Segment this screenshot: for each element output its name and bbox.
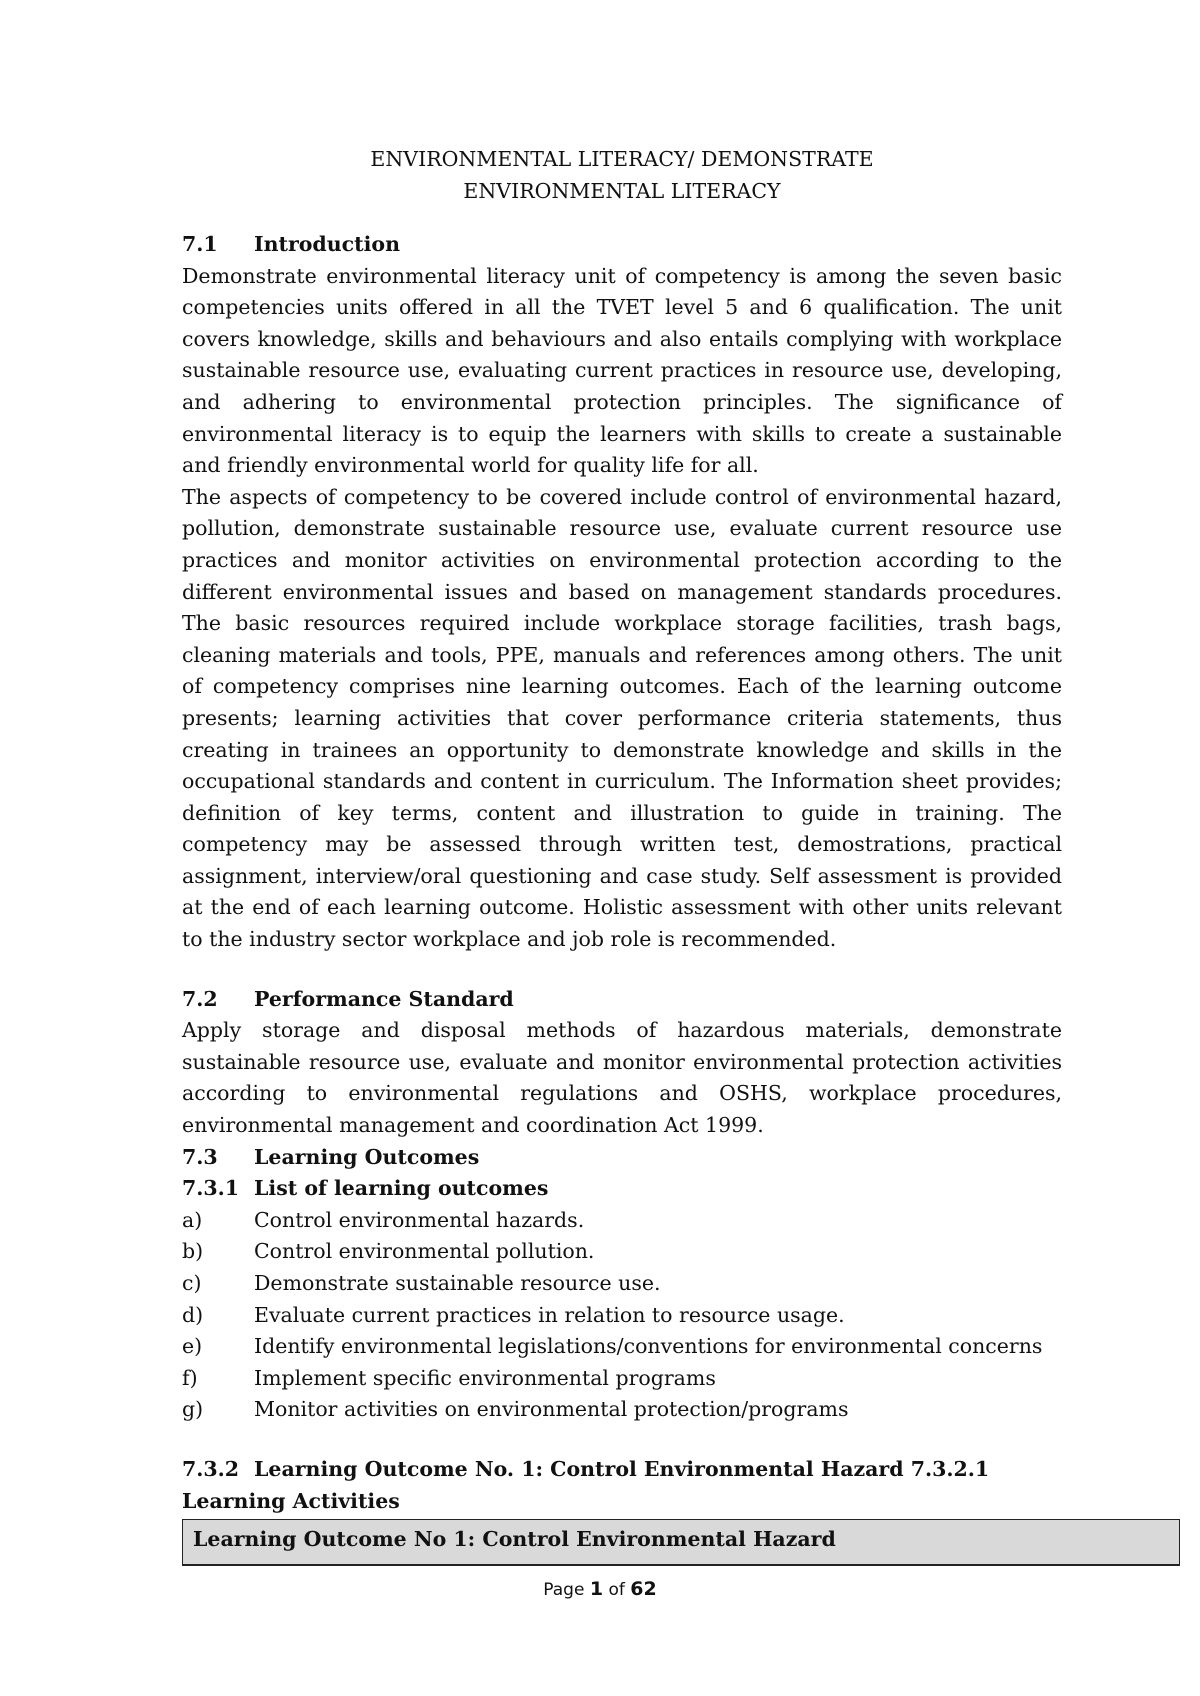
list-item <box>182 1205 1062 1237</box>
list-marker: a) <box>182 1207 203 1232</box>
list-item-text: Evaluate current practices in relation to resource usage. <box>254 1302 845 1327</box>
performance-standard-paragraph: Apply storage and disposal methods of hazardous materials, demonstrate sustainable resource use, evaluate and monitor environmental protection activities according to environmental regulations and OSHS, workplace procedures, environmental management and coordination Act 1999. <box>182 1018 1062 1138</box>
document-title <box>182 143 1062 207</box>
list-marker: e) <box>182 1334 203 1359</box>
page-footer <box>0 1578 1200 1600</box>
list-item <box>182 1300 1062 1332</box>
section-heading-performance-standard <box>182 984 1062 1016</box>
section-number: 7.3.2 <box>182 1456 240 1481</box>
section-title-continued: Learning Activities <box>182 1488 400 1513</box>
subsection-heading-list <box>182 1173 1062 1205</box>
list-item <box>182 1363 1062 1395</box>
learning-outcome-table-header: Learning Outcome No 1: Control Environmental Hazard <box>183 1520 1179 1566</box>
subsection-number: 7.3.1 <box>182 1176 240 1201</box>
learning-outcomes-list <box>182 1205 1062 1426</box>
list-item <box>182 1268 1062 1300</box>
title-line-1: ENVIRONMENTAL LITERACY/ DEMONSTRATE <box>370 147 874 171</box>
list-item-text: Demonstrate sustainable resource use. <box>254 1271 661 1295</box>
learning-outcome-table <box>182 1519 1180 1566</box>
section-number: 7.1 <box>182 232 218 256</box>
of-label: of <box>608 1580 625 1600</box>
page-label: Page <box>543 1580 585 1600</box>
section-heading-learning-outcomes <box>182 1142 1062 1174</box>
list-item-text: Monitor activities on environmental protection/programs <box>254 1397 849 1422</box>
list-marker: d) <box>182 1302 204 1327</box>
list-item-text: Identify environmental legislations/conventions for environmental concerns <box>254 1334 1043 1359</box>
section-heading-introduction <box>182 229 1062 261</box>
section-title: Learning Outcome No. 1: Control Environmental Hazard 7.3.2.1 <box>254 1456 990 1481</box>
introduction-paragraph-2: The aspects of competency to be covered include control of environmental hazard, pollution, demonstrate sustainable resource use, evaluate current resource use practices and monitor activities on environmental protection according to the different environmental issues and based on management standards procedures. The basic resources required include workplace storage facilities, trash bags, cleaning materials and tools, PPE, manuals and references among others. The unit of competency comprises nine learning outcomes. Each of the learning outcome presents; learning activities that cover performance criteria statements, thus creating in trainees an opportunity to demonstrate knowledge and skills in the occupational standards and content in curriculum. The Information sheet provides; definition of key terms, content and illustration to guide in training. The competency may be assessed through written test, demostrations, practical assignment, interview/oral questioning and case study. Self assessment is provided at the end of each learning outcome. Holistic assessment with other units relevant to the industry sector workplace and job role is recommended. <box>182 484 1062 952</box>
subsection-title: List of learning outcomes <box>254 1176 549 1201</box>
section-heading-learning-outcome-1 <box>182 1454 1062 1486</box>
section-number: 7.2 <box>182 986 218 1011</box>
list-marker: f) <box>182 1365 198 1390</box>
list-marker: g) <box>182 1397 204 1422</box>
introduction-paragraph-1: Demonstrate environmental literacy unit of competency is among the seven basic competencies units offered in all the TVET level 5 and 6 qualification. The unit covers knowledge, skills and behaviours and also entails complying with workplace sustainable resource use, evaluating current practices in resource use, developing, and adhering to environmental protection principles. The significance of environmental literacy is to equip the learners with skills to create a sustainable and friendly environmental world for quality life for all. <box>182 263 1062 478</box>
section-title: Learning Outcomes <box>254 1144 480 1169</box>
list-marker: b) <box>182 1239 204 1264</box>
list-item <box>182 1394 1062 1426</box>
list-item-text: Control environmental hazards. <box>254 1207 585 1232</box>
list-item <box>182 1331 1062 1363</box>
list-marker: c) <box>182 1271 202 1295</box>
page-number: 1 <box>589 1578 604 1600</box>
title-line-2: ENVIRONMENTAL LITERACY <box>463 179 781 203</box>
list-item-text: Implement specific environmental programs <box>254 1365 716 1390</box>
section-heading-learning-activities <box>182 1486 1062 1518</box>
section-title: Introduction <box>254 232 400 256</box>
list-item-text: Control environmental pollution. <box>254 1239 595 1264</box>
list-item <box>182 1236 1062 1268</box>
document-body <box>182 143 1062 1566</box>
section-number: 7.3 <box>182 1144 218 1169</box>
section-title: Performance Standard <box>254 986 514 1011</box>
total-pages: 62 <box>630 1578 657 1600</box>
